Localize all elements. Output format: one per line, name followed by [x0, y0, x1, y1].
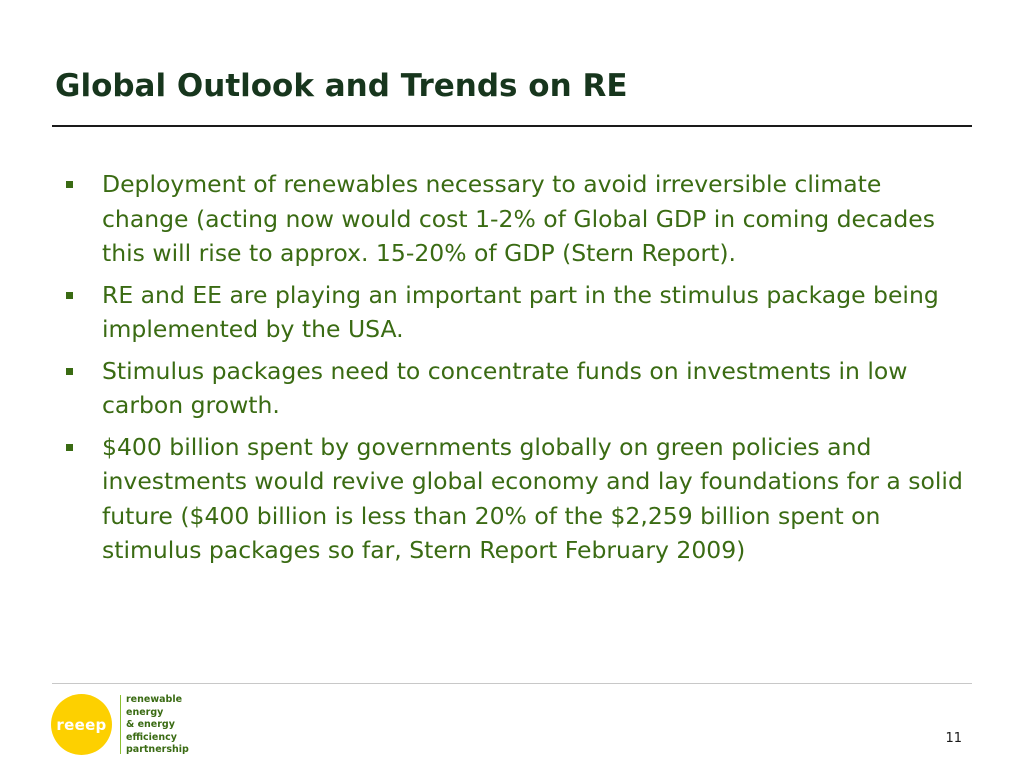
bullet-text: Deployment of renewables necessary to avoid irreversible climate change (acting now would cost 1-2% of Global GDP in coming decades this will rise to approx. 15-20% of GDP (Stern Report).	[102, 170, 935, 267]
bullet-text: Stimulus packages need to concentrate funds on investments in low carbon growth.	[102, 356, 908, 419]
bullet-item	[66, 354, 966, 423]
logo-mark-text: reeep	[56, 715, 107, 734]
square-bullet-icon	[66, 292, 73, 299]
page-number: 11	[945, 731, 962, 746]
square-bullet-icon	[66, 181, 73, 188]
logo-line: & energy	[126, 719, 175, 730]
bullet-item	[66, 430, 966, 568]
bullet-text: RE and EE are playing an important part in the stimulus package being implemented by the USA.	[102, 280, 939, 343]
bullet-item	[66, 167, 966, 271]
square-bullet-icon	[66, 368, 73, 375]
logo-line: energy	[126, 706, 164, 718]
bullet-item	[66, 278, 966, 347]
logo-wordmark	[126, 694, 189, 757]
square-bullet-icon	[66, 444, 73, 451]
footer-divider	[52, 683, 972, 684]
reeep-logo-mark	[51, 694, 112, 755]
logo-line: partnership	[126, 744, 189, 755]
logo-divider	[120, 695, 121, 754]
bullet-text: $400 billion spent by governments globally on green policies and investments would revive global economy and lay foundations for a solid future ($400 billion is less than 20% of the $2,259 billion spent on stimulus packages so far, Stern Report February 2009)	[102, 432, 963, 564]
slide-title: Global Outlook and Trends on RE	[55, 68, 628, 104]
logo-line: renewable	[126, 694, 183, 705]
bullet-list	[66, 167, 966, 575]
logo-line: efficiency	[126, 731, 177, 743]
title-divider	[52, 125, 972, 127]
